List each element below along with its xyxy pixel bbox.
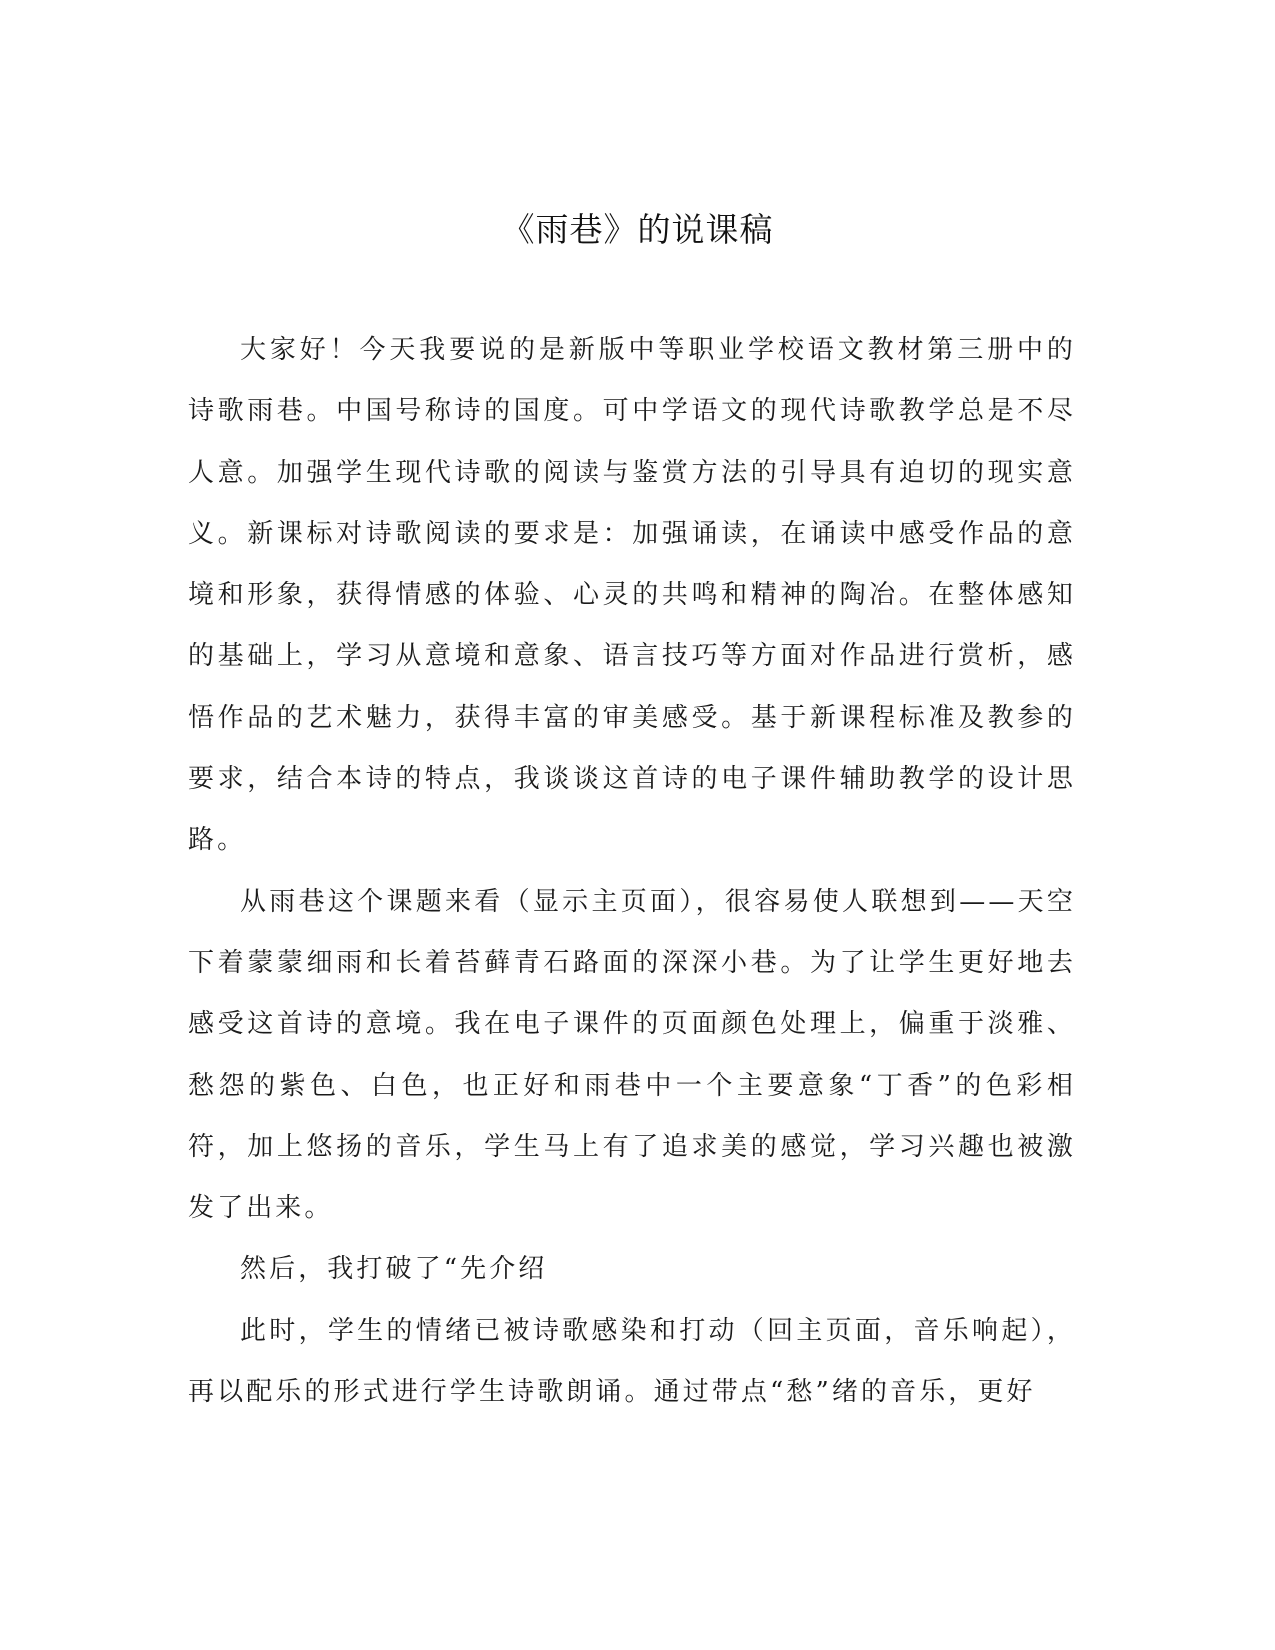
document-body <box>188 320 1076 1423</box>
document-title: 《雨巷》的说课稿 <box>501 210 774 249</box>
paragraph-topic: 从雨巷这个课题来看（显示主页面），很容易使人联想到——天空下着蒙蒙细雨和长着苔藓青石路面的深深小巷。为了让学生更好地去感受这首诗的意境。我在电子课件的页面颜色处理上，偏重于淡雅、愁怨的紫色、白色，也正好和雨巷中一个主要意象“丁香”的色彩相符，加上悠扬的音乐，学生马上有了追求美的感觉，学习兴趣也被激发了出来。 <box>188 886 1076 1224</box>
paragraph-intro: 大家好！今天我要说的是新版中等职业学校语文教材第三册中的诗歌雨巷。中国号称诗的国度。可中学语文的现代诗歌教学总是不尽人意。加强学生现代诗歌的阅读与鉴赏方法的引导具有迫切的现实意义。新课标对诗歌阅读的要求是：加强诵读，在诵读中感受作品的意境和形象，获得情感的体验、心灵的共鸣和精神的陶冶。在整体感知的基础上，学习从意境和意象、语言技巧等方面对作品进行赏析，感悟作品的艺术魅力，获得丰富的审美感受。基于新课程标准及教参的要求，结合本诗的特点，我谈谈这首诗的电子课件辅助教学的设计思路。 <box>188 335 1076 856</box>
paragraph-then: 然后，我打破了“先介绍 <box>240 1254 548 1285</box>
paragraph-recitation: 此时，学生的情绪已被诗歌感染和打动（回主页面，音乐响起），再以配乐的形式进行学生诗歌朗诵。通过带点“愁”绪的音乐，更好 <box>188 1315 1076 1408</box>
